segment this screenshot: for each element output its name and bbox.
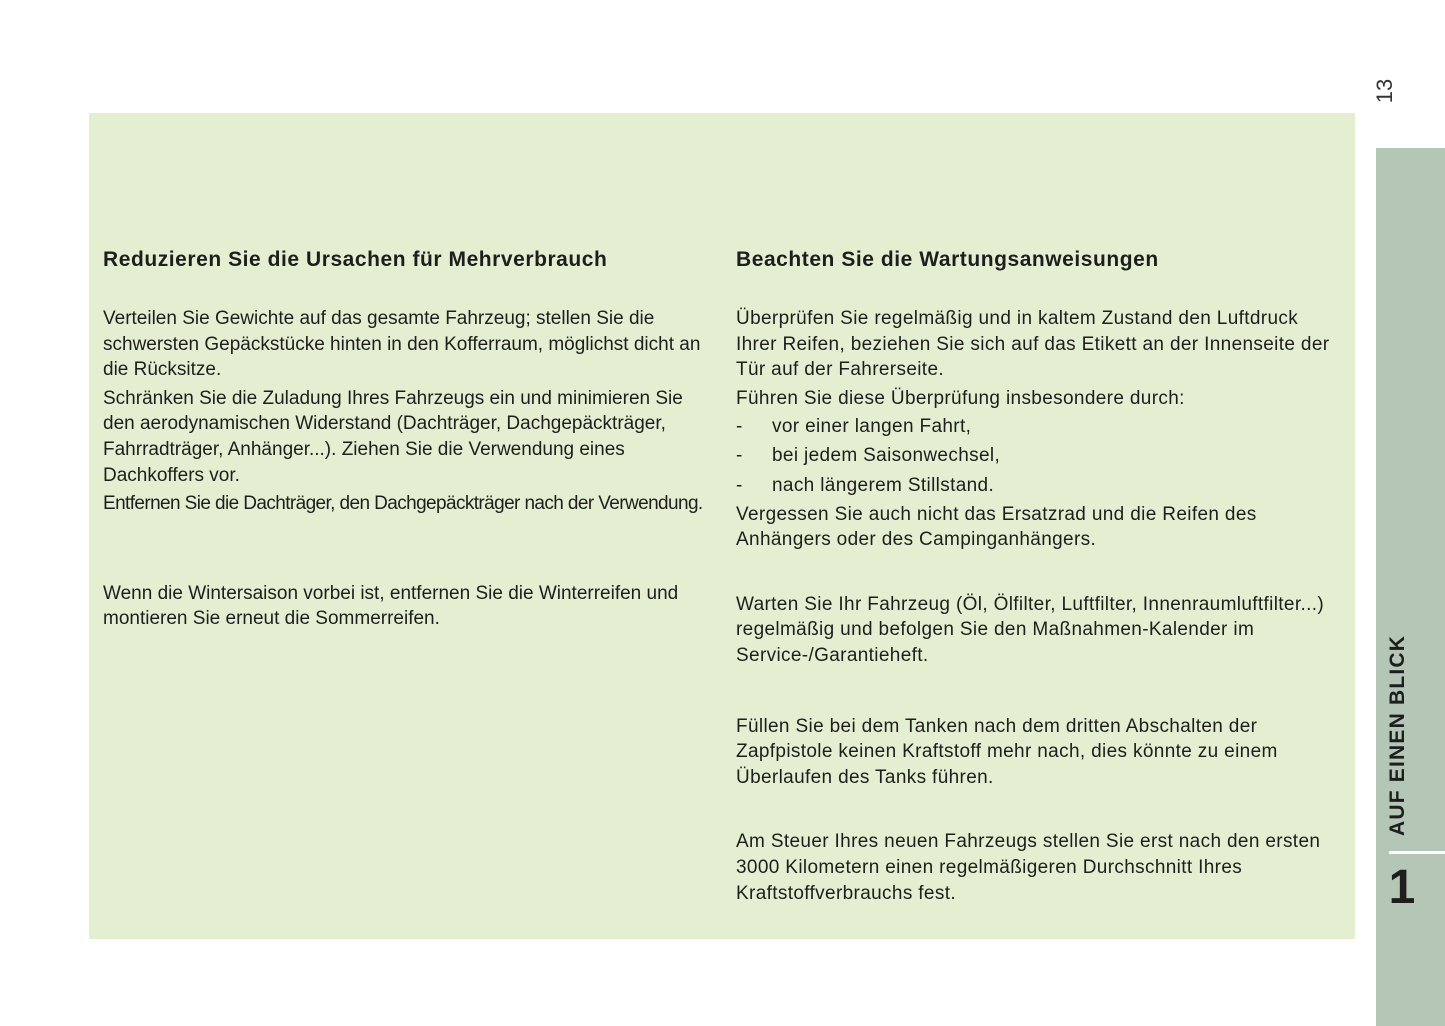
right-paragraph-4: Warten Sie Ihr Fahrzeug (Öl, Ölfilter, Luftfilter, Innenraumluftfilter...) regelmäßig und befolgen Sie den Maßnahmen-Kalender im Service-/Garantieheft. <box>736 593 1325 667</box>
page-number: 13 <box>1372 78 1397 104</box>
right-heading: Beachten Sie die Wartungsanweisungen <box>736 248 1159 271</box>
right-paragraph-6: Am Steuer Ihres neuen Fahrzeugs stellen Sie erst nach den ersten 3000 Kilometern einen regelmäßigeren Durchschnitt Ihres Kraftstoffverbrauchs fest. <box>736 831 1321 904</box>
right-column <box>736 246 1336 906</box>
right-paragraph-5: Füllen Sie bei dem Tanken nach dem dritten Abschalten der Zapfpistole keinen Kraftstoff mehr nach, dies könnte zu einem Überlaufen des Tanks führen. <box>736 715 1278 788</box>
left-paragraph-4: Wenn die Wintersaison vorbei ist, entfernen Sie die Winterreifen und montieren Sie erneut die Sommerreifen. <box>103 582 679 630</box>
list-item: - vor einer langen Fahrt, <box>736 416 972 438</box>
chapter-title: AUF EINEN BLICK <box>1386 634 1409 836</box>
left-column <box>103 246 713 632</box>
left-paragraph-3: Entfernen Sie die Dachträger, den Dachgepäckträger nach der Verwendung. <box>103 493 703 515</box>
check-list <box>736 414 1336 498</box>
left-paragraph-2: Schränken Sie die Zuladung Ihres Fahrzeugs ein und minimieren Sie den aerodynamischen Widerstand (Dachträger, Dachgepäckträger, Fahrradträger, Anhänger...). Ziehen Sie die Verwendung eines Dachkoffers vor. <box>103 387 683 486</box>
list-item: - nach längerem Stillstand. <box>736 474 995 496</box>
chapter-number: 1 <box>1388 861 1416 914</box>
left-paragraph-1: Verteilen Sie Gewichte auf das gesamte Fahrzeug; stellen Sie die schwersten Gepäckstücke hinten in den Kofferraum, möglichst dicht an die Rücksitze. <box>103 308 701 381</box>
right-paragraph-1: Überprüfen Sie regelmäßig und in kaltem Zustand den Luftdruck Ihrer Reifen, beziehen Sie sich auf das Etikett an der Innenseite der Tür auf der Fahrerseite. <box>736 308 1330 381</box>
right-paragraph-2: Führen Sie diese Überprüfung insbesondere durch: <box>736 387 1185 409</box>
tab-divider <box>1389 851 1445 854</box>
right-paragraph-3: Vergessen Sie auch nicht das Ersatzrad und die Reifen des Anhängers oder des Campinganhängers. <box>736 503 1257 551</box>
left-heading: Reduzieren Sie die Ursachen für Mehrverbrauch <box>103 248 608 271</box>
list-item: - bei jedem Saisonwechsel, <box>736 445 1001 467</box>
